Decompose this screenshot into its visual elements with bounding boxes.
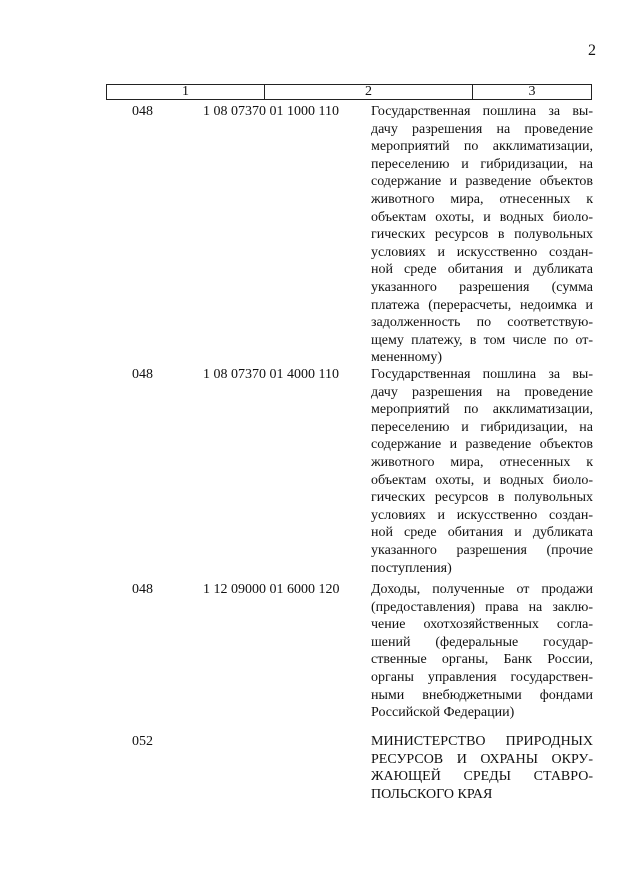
description-line: задолженность по соответствую- bbox=[371, 315, 593, 331]
header-col-1: 1 bbox=[182, 84, 189, 99]
description-line: дачу разрешения на проведение bbox=[371, 121, 593, 137]
description-line: мероприятий по акклиматизации, bbox=[371, 402, 593, 418]
description-line: чение охотхозяйственных согла- bbox=[371, 617, 593, 633]
header-col-2: 2 bbox=[365, 84, 372, 99]
description-line: поступления) bbox=[371, 560, 452, 576]
description-line: содержание и разведение объектов bbox=[371, 437, 593, 453]
budget-classification-code: 1 12 09000 01 6000 120 bbox=[203, 582, 340, 597]
description-line: ПОЛЬСКОГО КРАЯ bbox=[371, 786, 493, 802]
description-line: мероприятий по акклиматизации, bbox=[371, 139, 593, 155]
description-line: указанного разрешения (сумма bbox=[371, 279, 593, 295]
description-line: животного мира, отнесенных к bbox=[371, 191, 593, 207]
description-line: указанного разрешения (прочие bbox=[371, 542, 593, 558]
income-description bbox=[371, 581, 593, 722]
description-line: ными внебюджетными фондами bbox=[371, 687, 593, 703]
description-line: животного мира, отнесенных к bbox=[371, 454, 593, 470]
description-line: условиях и искусственно создан- bbox=[371, 507, 593, 523]
description-line: дачу разрешения на проведение bbox=[371, 384, 593, 400]
description-line: гических ресурсов в полувольных bbox=[371, 490, 593, 506]
description-line: Государственная пошлина за вы- bbox=[371, 367, 593, 382]
description-line: объектам охоты, и водных биоло- bbox=[371, 472, 593, 488]
table-header bbox=[106, 84, 592, 100]
admin-code: 048 bbox=[132, 582, 153, 597]
description-line: объектам охоты, и водных биоло- bbox=[371, 209, 593, 225]
page-number: 2 bbox=[588, 42, 596, 59]
description-line: ной среде обитания и дубликата bbox=[371, 525, 593, 541]
description-line: условиях и искусственно создан- bbox=[371, 244, 593, 260]
admin-code: 052 bbox=[132, 734, 153, 749]
description-line: гических ресурсов в полувольных bbox=[371, 227, 593, 243]
description-line: шений (федеральные государ- bbox=[371, 634, 593, 650]
description-line: платежа (перерасчеты, недоимка и bbox=[371, 297, 593, 313]
description-line: переселению и гибридизации, на bbox=[371, 156, 593, 172]
admin-code: 048 bbox=[132, 367, 153, 382]
description-line: мененному) bbox=[371, 350, 443, 366]
budget-classification-code: 1 08 07370 01 1000 110 bbox=[203, 104, 339, 119]
description-line: ной среде обитания и дубликата bbox=[371, 262, 593, 278]
description-line: Государственная пошлина за вы- bbox=[371, 104, 593, 119]
header-col-3: 3 bbox=[528, 84, 536, 99]
income-description bbox=[371, 366, 593, 577]
description-line: органы управления государствен- bbox=[371, 669, 593, 685]
income-description bbox=[371, 103, 593, 367]
description-line: (предоставления) права на заклю- bbox=[371, 599, 593, 615]
description-line: МИНИСТЕРСТВО ПРИРОДНЫХ bbox=[371, 734, 593, 749]
description-line: РЕСУРСОВ И ОХРАНЫ ОКРУ- bbox=[371, 751, 593, 767]
description-line: переселению и гибридизации, на bbox=[371, 419, 593, 435]
budget-classification-code: 1 08 07370 01 4000 110 bbox=[203, 367, 339, 382]
description-line: щему платежу, в том числе по от- bbox=[371, 332, 593, 348]
income-description bbox=[371, 733, 593, 803]
admin-code: 048 bbox=[132, 104, 153, 119]
description-line: Доходы, полученные от продажи bbox=[371, 582, 593, 597]
description-line: содержание и разведение объектов bbox=[371, 174, 593, 190]
description-line: ЖАЮЩЕЙ СРЕДЫ СТАВРО- bbox=[371, 769, 593, 785]
description-line: Российской Федерации) bbox=[371, 705, 515, 721]
description-line: ственные органы, Банк России, bbox=[371, 652, 593, 668]
